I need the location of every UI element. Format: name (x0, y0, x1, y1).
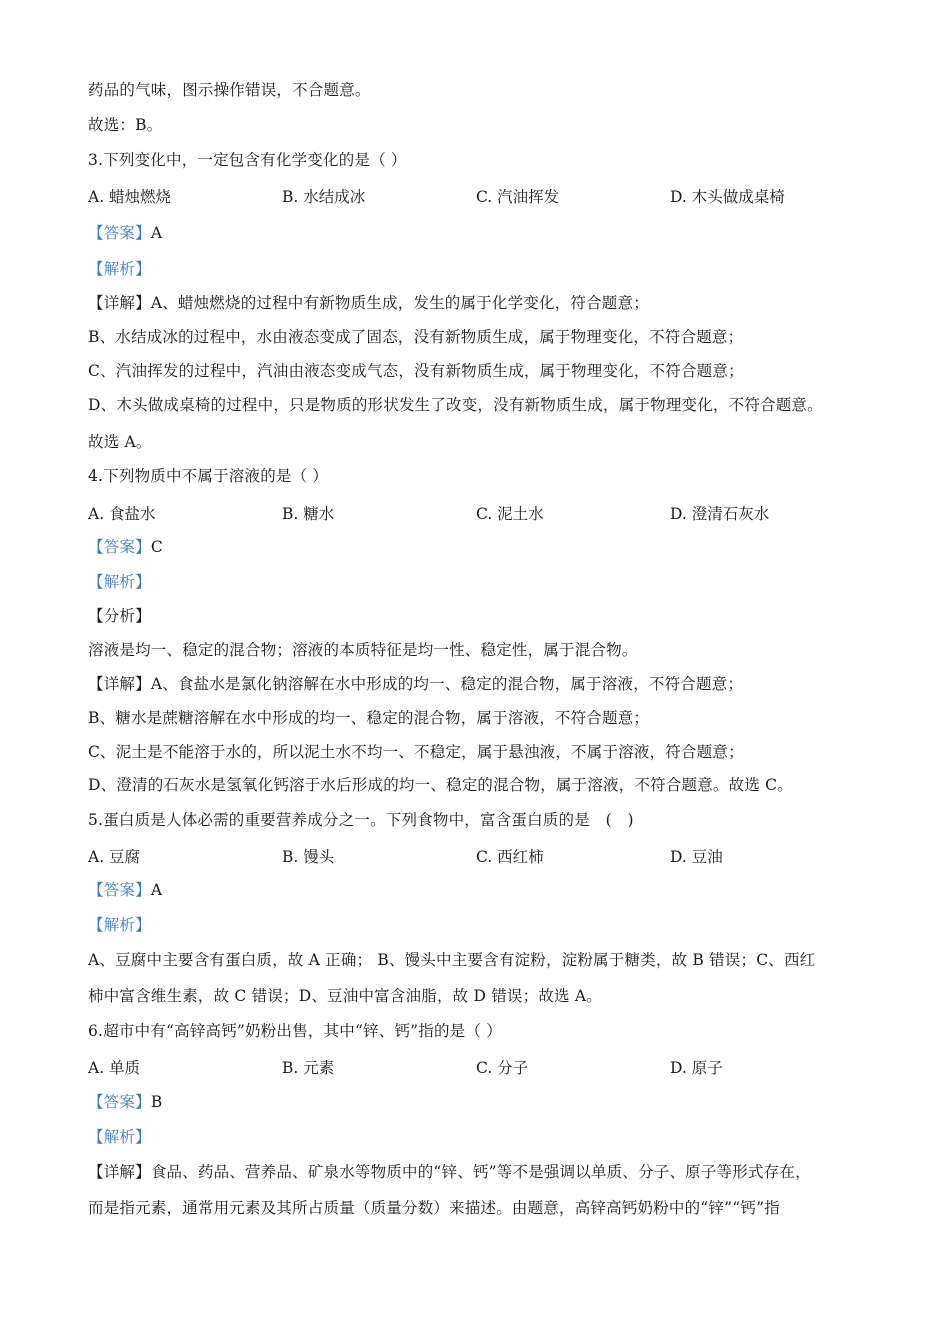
option-b: B. 糖水 (282, 505, 335, 523)
detail-text: 食品、药品、营养品、矿泉水等物质中的“锌、钙”等不是强调以单质、分子、原子等形式存在， (150, 1163, 811, 1181)
detail-tag: 【详解】 (88, 675, 151, 693)
question-4-stem: 4.下列物质中不属于溶液的是（ ） (88, 467, 329, 485)
answer-tag: 【答案】 (88, 224, 151, 242)
answer-tag: 【答案】 (88, 538, 151, 556)
option-c: C. 分子 (476, 1059, 529, 1077)
detail-text: A、食盐水是氯化钠溶解在水中形成的均一、稳定的混合物，属于溶液，不符合题意； (150, 675, 744, 693)
question-6-stem: 6.超市中有“高锌高钙”奶粉出售，其中“锌、钙”指的是（ ） (88, 1022, 502, 1040)
question-6-options (88, 1058, 868, 1078)
text-line: 药品的气味，图示操作错误，不合题意。 (88, 81, 371, 99)
option-a: A. 豆腐 (88, 848, 141, 866)
detail-line (88, 293, 880, 313)
detail-text: A、蜡烛燃烧的过程中有新物质生成，发生的属于化学变化，符合题意； (150, 294, 649, 312)
explanation-text: 柿中富含维生素，故 C 错误；D、豆油中富含油脂，故 D 错误；故选 A。 (88, 987, 602, 1005)
answer-line (88, 537, 880, 557)
explanation-text: 而是指元素，通常用元素及其所占质量（质量分数）来描述。由题意，高锌高钙奶粉中的“锌”“钙”指 (88, 1199, 780, 1217)
answer-tag: 【答案】 (88, 1093, 151, 1111)
explanation-b: B、水结成冰的过程中，水由液态变成了固态，没有新物质生成，属于物理变化，不符合题意； (88, 328, 744, 346)
answer-selection: 故选：B。 (88, 116, 163, 134)
question-5-stem: 5.蛋白质是人体必需的重要营养成分之一。下列食物中，富含蛋白质的是 ( ) (88, 811, 634, 829)
answer-line (88, 880, 880, 900)
option-a: A. 食盐水 (88, 505, 156, 523)
option-d: D. 原子 (670, 1059, 723, 1077)
explanation-c: C、泥土是不能溶于水的，所以泥土水不均一、不稳定，属于悬浊液，不属于溶液，符合题意； (88, 743, 744, 761)
option-c: C. 西红柿 (476, 848, 544, 866)
analysis-subtag: 【分析】 (88, 607, 151, 625)
answer-line (88, 223, 880, 243)
answer-value: C (150, 538, 163, 556)
option-d: D. 澄清石灰水 (670, 505, 770, 523)
explanation-text: A、豆腐中主要含有蛋白质，故 A 正确； B、馒头中主要含有淀粉，淀粉属于糖类，故 B 错误；C、西红 (88, 951, 816, 969)
detail-tag: 【详解】 (88, 1163, 151, 1181)
option-a: A. 单质 (88, 1059, 141, 1077)
explanation-b: B、糖水是蔗糖溶解在水中形成的均一、稳定的混合物，属于溶液，不符合题意； (88, 709, 650, 727)
question-4-options (88, 504, 868, 524)
option-d: D. 木头做成桌椅 (670, 188, 785, 206)
analysis-tag: 【解析】 (88, 260, 151, 278)
option-a: A. 蜡烛燃烧 (88, 188, 172, 206)
detail-tag: 【详解】 (88, 294, 151, 312)
analysis-text: 溶液是均一、稳定的混合物；溶液的本质特征是均一性、稳定性，属于混合物。 (88, 641, 638, 659)
question-5-options (88, 847, 868, 867)
analysis-tag: 【解析】 (88, 916, 151, 934)
option-b: B. 元素 (282, 1059, 335, 1077)
option-b: B. 馒头 (282, 848, 335, 866)
option-d: D. 豆油 (670, 848, 723, 866)
explanation-c: C、汽油挥发的过程中，汽油由液态变成气态，没有新物质生成，属于物理变化，不符合题意； (88, 362, 744, 380)
question-3-stem: 3.下列变化中，一定包含有化学变化的是（ ） (88, 151, 407, 169)
option-b: B. 水结成冰 (282, 188, 366, 206)
option-c: C. 汽油挥发 (476, 188, 560, 206)
explanation-d: D、澄清的石灰水是氢氧化钙溶于水后形成的均一、稳定的混合物，属于溶液，不符合题意。故选 C。 (88, 776, 793, 794)
answer-tag: 【答案】 (88, 881, 151, 899)
option-c: C. 泥土水 (476, 505, 544, 523)
answer-value: A (150, 224, 163, 242)
answer-line (88, 1092, 880, 1112)
analysis-tag: 【解析】 (88, 573, 151, 591)
analysis-tag: 【解析】 (88, 1128, 151, 1146)
question-3-options (88, 187, 868, 207)
answer-value: B (150, 1093, 163, 1111)
answer-value: A (150, 881, 163, 899)
answer-selection: 故选 A。 (88, 433, 152, 451)
explanation-d: D、木头做成桌椅的过程中，只是物质的形状发生了改变，没有新物质生成，属于物理变化，不符合题意。 (88, 396, 823, 414)
detail-line (88, 1162, 880, 1182)
detail-line (88, 674, 880, 694)
